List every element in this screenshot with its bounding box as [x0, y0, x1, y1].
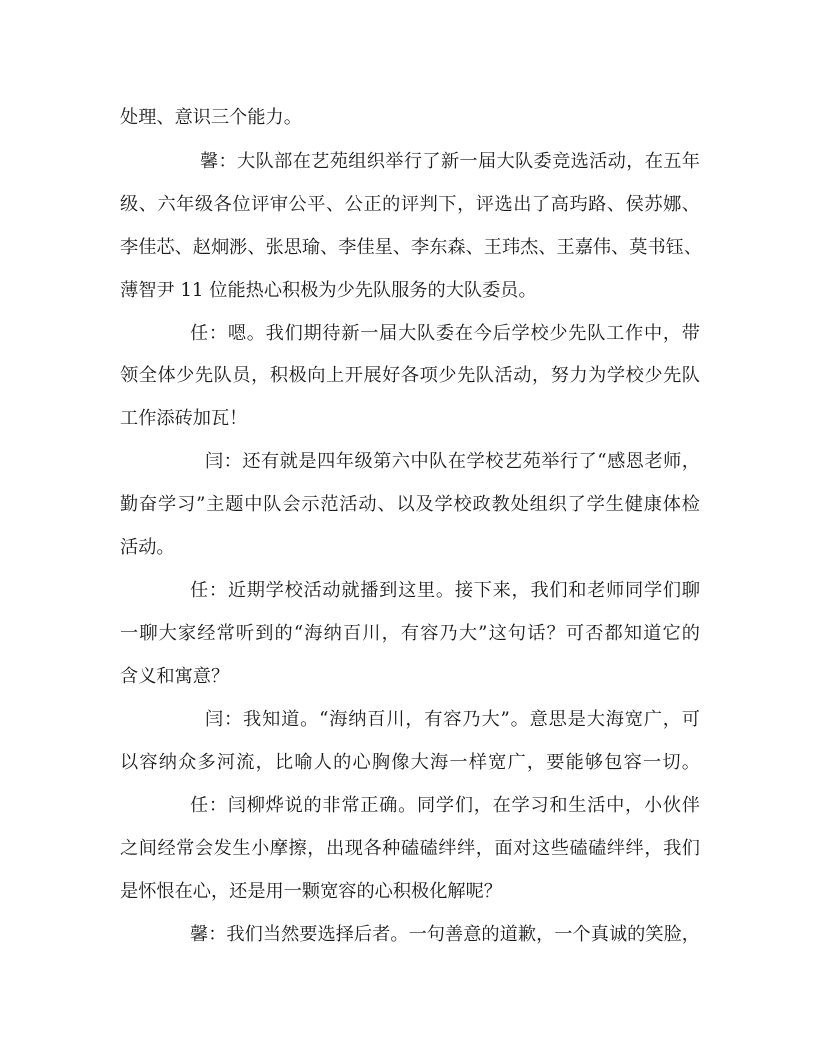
text-line-4: 李佳芯、赵炯浵、张思瑜、李佳星、李东森、王玮杰、王嘉伟、莫书钰、 — [120, 237, 703, 258]
text-line-11: 活动。 — [120, 537, 175, 558]
text-line-19: 是怀恨在心，还是用一颗宽容的心积极化解呢？ — [120, 881, 502, 902]
text-line-9: 闫：还有就是四年级第六中队在学校艺苑举行了“感恩老师， — [205, 451, 700, 472]
text-line-16: 以容纳众多河流，比喻人的心胸像大海一样宽广，要能够包容一切。 — [120, 752, 700, 773]
text-line-15: 闫：我知道。“海纳百川，有容乃大”。意思是大海宽广，可 — [205, 709, 700, 730]
text-line-14: 含义和寓意？ — [120, 666, 230, 687]
text-line-17: 任：闫柳烨说的非常正确。同学们，在学习和生活中，小伙伴 — [190, 795, 700, 816]
text-line-3: 级、六年级各位评审公平、公正的评判下，评选出了高玙路、侯苏娜、 — [120, 194, 700, 215]
text-line-8: 工作添砖加瓦！ — [120, 408, 248, 429]
text-line-12: 任：近期学校活动就播到这里。接下来，我们和老师同学们聊 — [190, 580, 700, 601]
text-line-18: 之间经常会发生小摩擦，出现各种磕磕绊绊，面对这些磕磕绊绊，我们 — [120, 838, 700, 859]
text-line-7: 领全体少先队员，积极向上开展好各项少先队活动，努力为学校少先队 — [120, 365, 700, 386]
text-line-5: 薄智尹 11 位能热心积极为少先队服务的大队委员。 — [120, 280, 537, 301]
text-line-10: 勤奋学习”主题中队会示范活动、以及学校政教处组织了学生健康体检 — [120, 494, 700, 515]
text-line-20: 馨：我们当然要选择后者。一句善意的道歉，一个真诚的笑脸， — [190, 924, 700, 945]
text-line-13: 一聊大家经常听到的“海纳百川，有容乃大”这句话？可否都知道它的 — [120, 623, 700, 644]
text-line-6: 任：嗯。我们期待新一届大队委在今后学校少先队工作中，带 — [190, 323, 700, 344]
text-line-1: 处理、意识三个能力。 — [120, 107, 302, 128]
text-line-2: 馨：大队部在艺苑组织举行了新一届大队委竞选活动，在五年 — [200, 151, 700, 172]
